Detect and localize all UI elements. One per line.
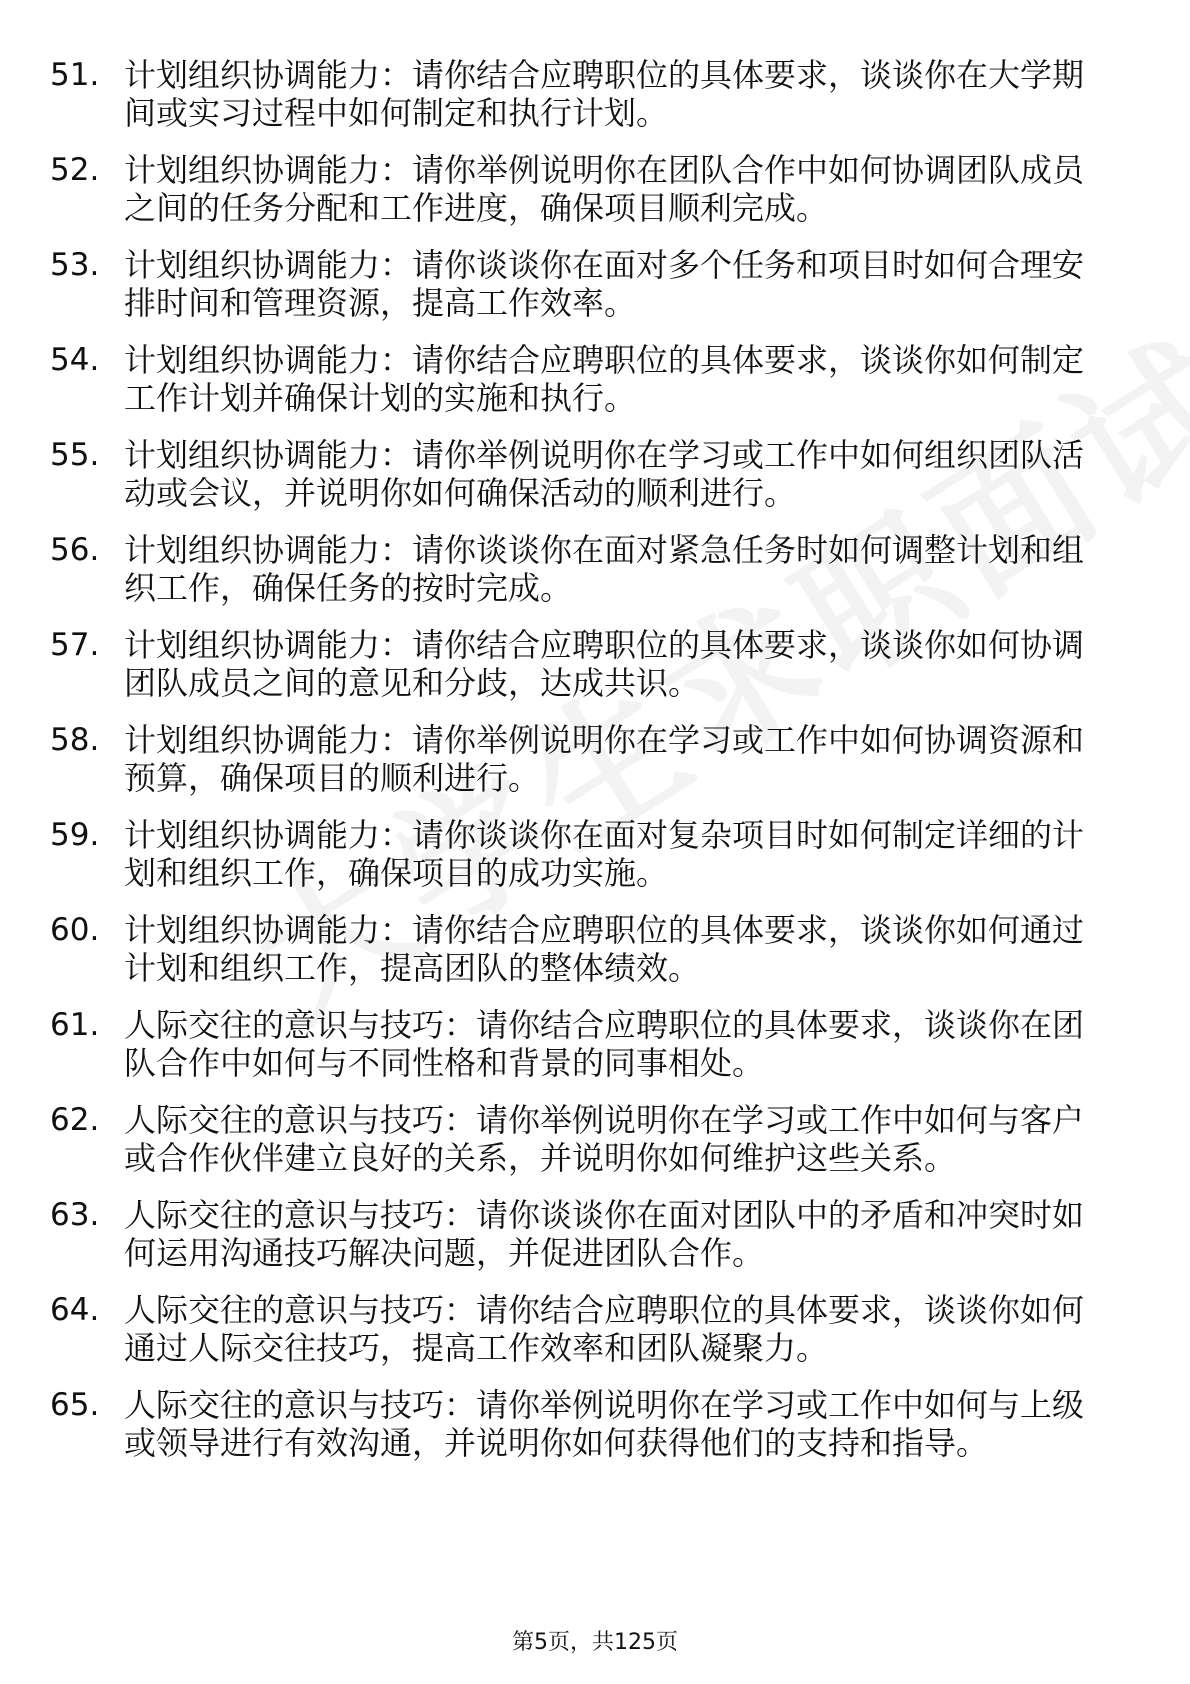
item-text: 人际交往的意识与技巧：请你举例说明你在学习或工作中如何与客户或合作伙伴建立良好的关系，并说明你如何维护这些关系。 (124, 1101, 1085, 1177)
list-item (50, 151, 1110, 227)
item-number: 51. (50, 57, 100, 93)
page-footer: 第5页，共125页 (512, 1630, 678, 1655)
item-text: 计划组织协调能力：请你谈谈你在面对复杂项目时如何制定详细的计划和组织工作，确保项目的成功实施。 (124, 816, 1085, 892)
item-number: 64. (50, 1292, 100, 1328)
list-item (50, 246, 1110, 322)
item-number: 52. (50, 152, 100, 188)
list-item (50, 816, 1110, 892)
item-number: 55. (50, 437, 100, 473)
item-number: 63. (50, 1197, 100, 1233)
item-text: 人际交往的意识与技巧：请你谈谈你在面对团队中的矛盾和冲突时如何运用沟通技巧解决问题，并促进团队合作。 (124, 1196, 1085, 1272)
item-text: 计划组织协调能力：请你谈谈你在面对多个任务和项目时如何合理安排时间和管理资源，提高工作效率。 (124, 246, 1085, 322)
item-text: 人际交往的意识与技巧：请你举例说明你在学习或工作中如何与上级或领导进行有效沟通，并说明你如何获得他们的支持和指导。 (124, 1386, 1085, 1462)
item-text: 计划组织协调能力：请你结合应聘职位的具体要求，谈谈你在大学期间或实习过程中如何制定和执行计划。 (124, 56, 1085, 132)
item-number: 54. (50, 342, 100, 378)
item-number: 59. (50, 817, 100, 853)
question-list (50, 56, 1110, 1481)
item-text: 计划组织协调能力：请你举例说明你在学习或工作中如何组织团队活动或会议，并说明你如何确保活动的顺利进行。 (124, 436, 1085, 512)
list-item (50, 436, 1110, 512)
item-number: 65. (50, 1387, 100, 1423)
item-text: 计划组织协调能力：请你结合应聘职位的具体要求，谈谈你如何协调团队成员之间的意见和分歧，达成共识。 (124, 626, 1085, 702)
item-number: 61. (50, 1007, 100, 1043)
item-number: 53. (50, 247, 100, 283)
list-item (50, 1196, 1110, 1272)
item-number: 56. (50, 532, 100, 568)
item-number: 60. (50, 912, 100, 948)
list-item (50, 1101, 1110, 1177)
list-item (50, 341, 1110, 417)
item-number: 62. (50, 1102, 100, 1138)
list-item (50, 1006, 1110, 1082)
item-text: 计划组织协调能力：请你谈谈你在面对紧急任务时如何调整计划和组织工作，确保任务的按时完成。 (124, 531, 1085, 607)
item-number: 57. (50, 627, 100, 663)
item-text: 计划组织协调能力：请你结合应聘职位的具体要求，谈谈你如何通过计划和组织工作，提高团队的整体绩效。 (124, 911, 1085, 987)
list-item (50, 56, 1110, 132)
item-text: 人际交往的意识与技巧：请你结合应聘职位的具体要求，谈谈你在团队合作中如何与不同性格和背景的同事相处。 (124, 1006, 1085, 1082)
item-number: 58. (50, 722, 100, 758)
item-text: 人际交往的意识与技巧：请你结合应聘职位的具体要求，谈谈你如何通过人际交往技巧，提高工作效率和团队凝聚力。 (124, 1291, 1085, 1367)
item-text: 计划组织协调能力：请你举例说明你在学习或工作中如何协调资源和预算，确保项目的顺利进行。 (124, 721, 1085, 797)
list-item (50, 531, 1110, 607)
list-item (50, 1291, 1110, 1367)
item-text: 计划组织协调能力：请你结合应聘职位的具体要求，谈谈你如何制定工作计划并确保计划的实施和执行。 (124, 341, 1085, 417)
list-item (50, 626, 1110, 702)
list-item (50, 911, 1110, 987)
item-text: 计划组织协调能力：请你举例说明你在团队合作中如何协调团队成员之间的任务分配和工作进度，确保项目顺利完成。 (124, 151, 1085, 227)
list-item (50, 721, 1110, 797)
list-item (50, 1386, 1110, 1462)
